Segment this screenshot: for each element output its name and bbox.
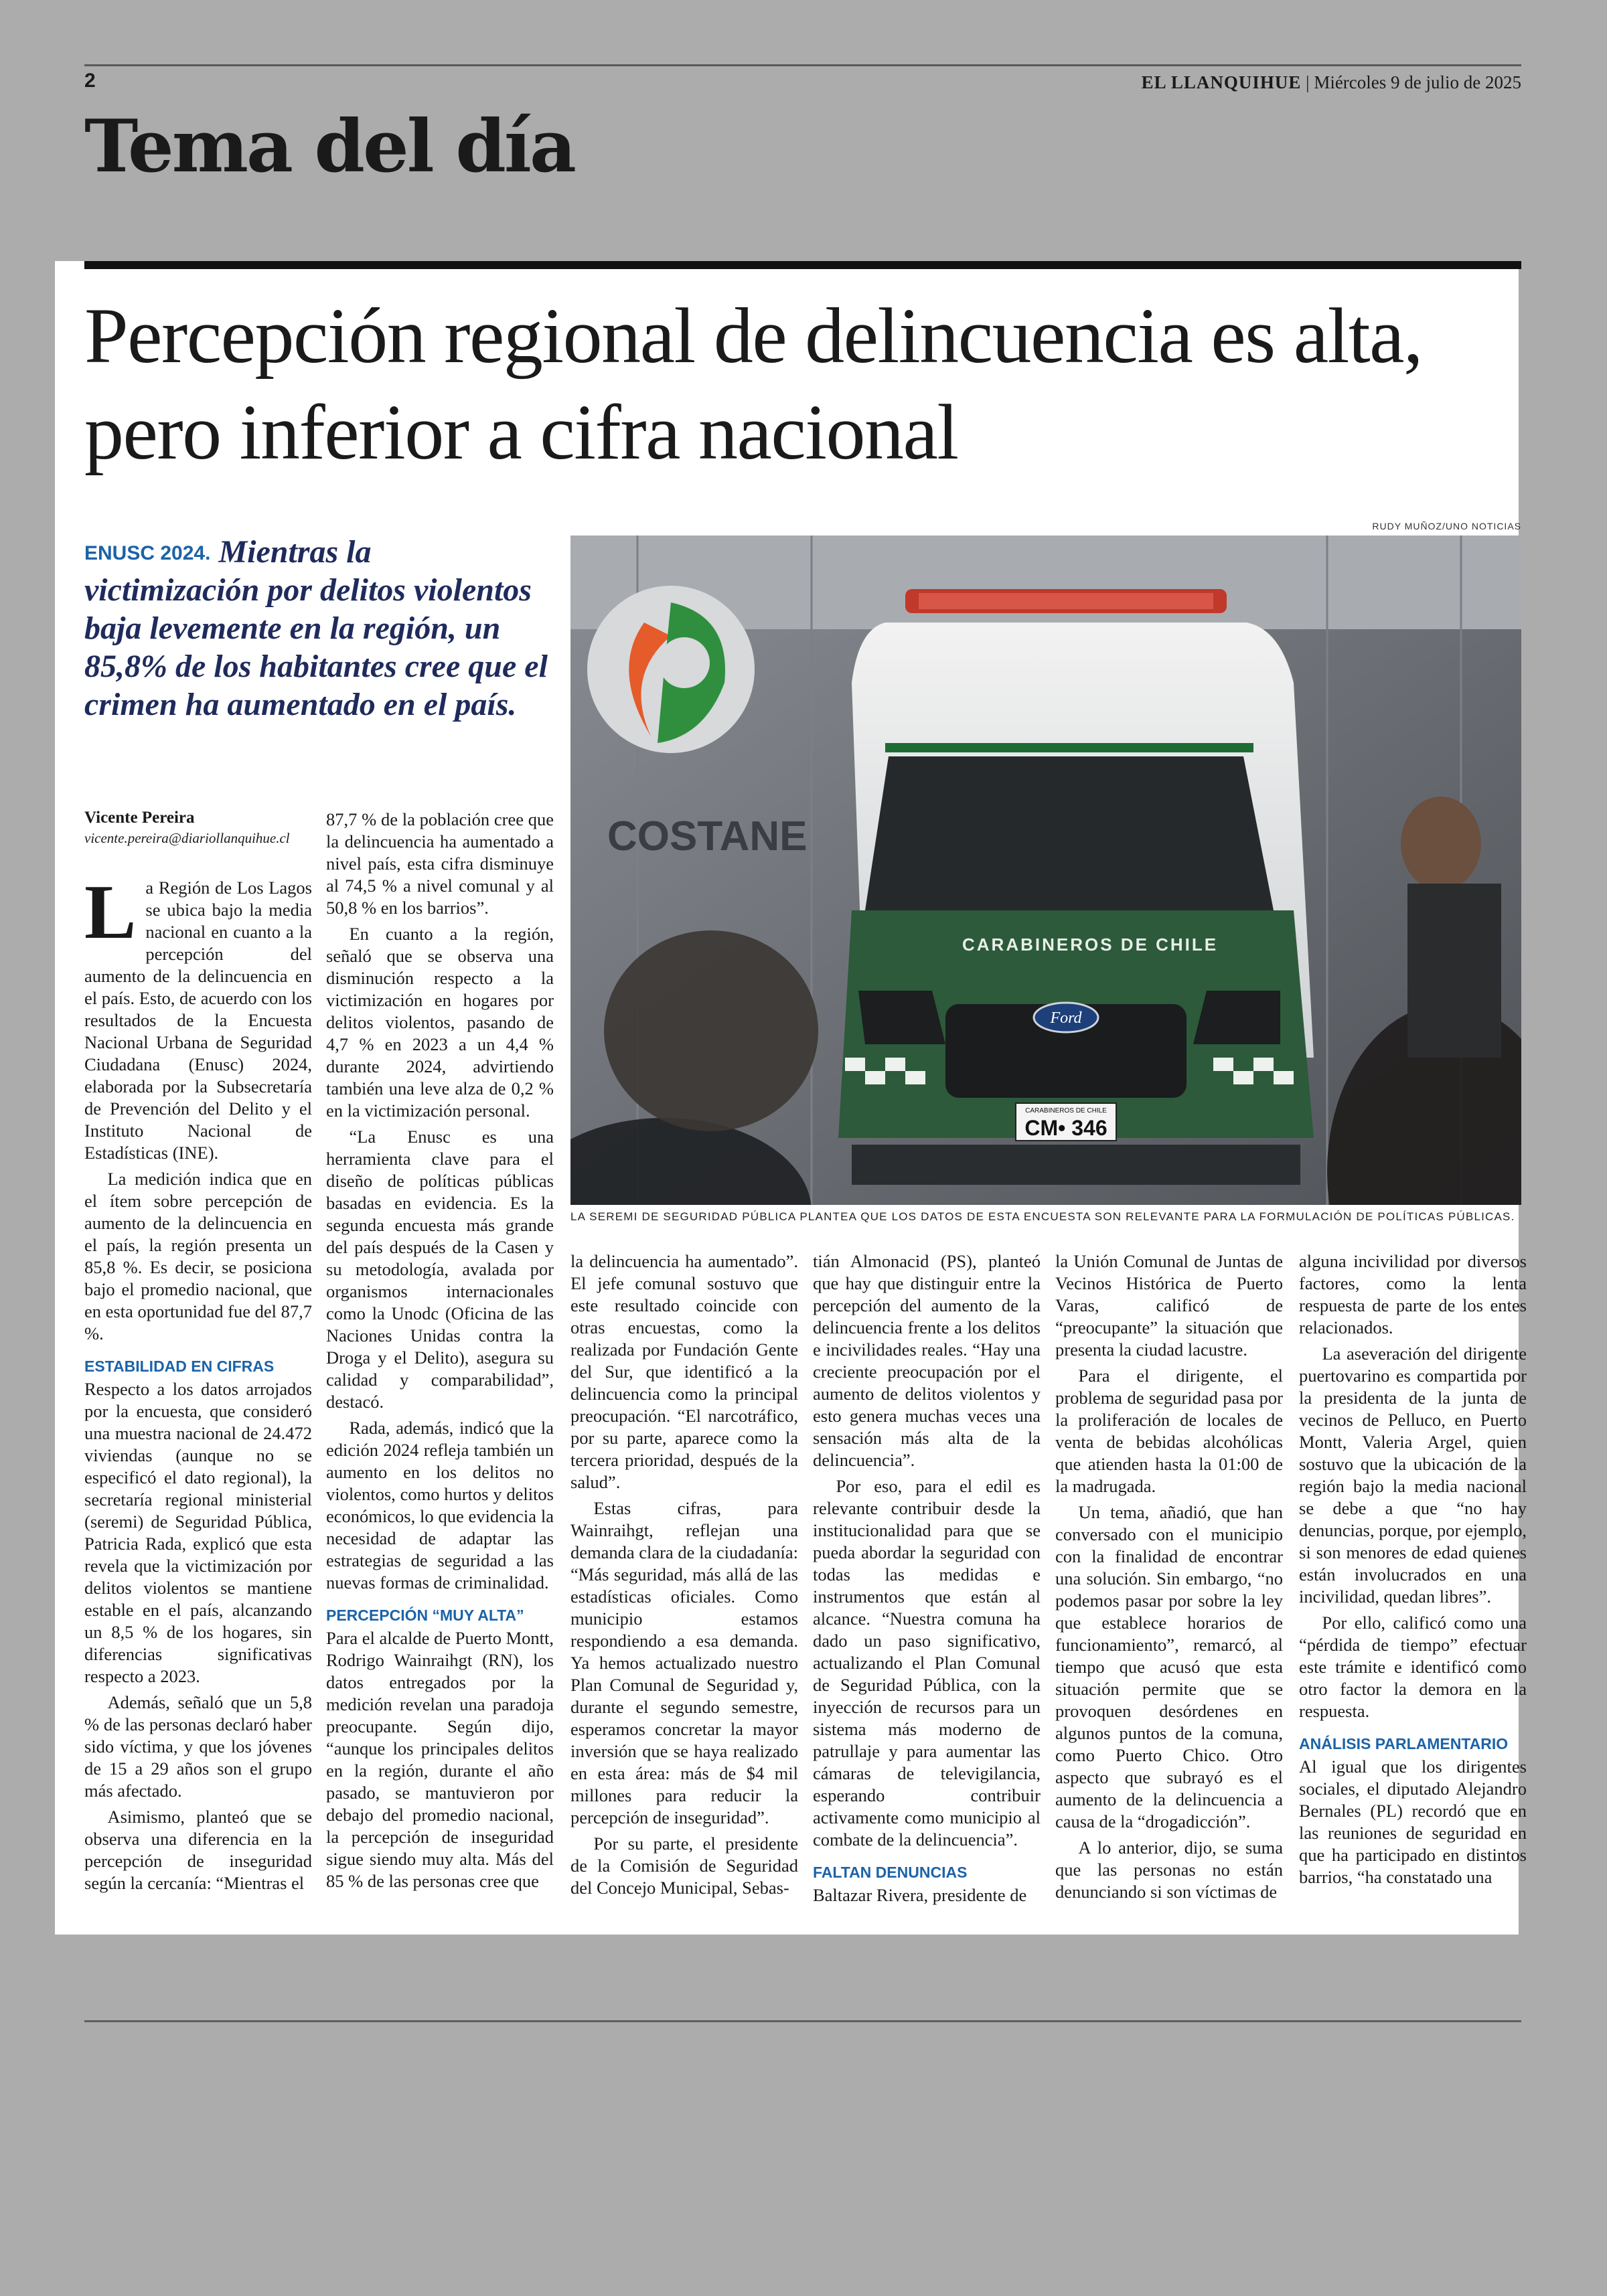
byline	[84, 809, 325, 847]
paragraph: Para el alcalde de Puerto Montt, Rodrigo Wainraihgt (RN), los datos entregados por la medición revelan una paradoja preocupante. Según dijo, “aunque los principales delitos en la región, durante el año pasado, se mantuvieron por debajo del promedio nacional, la percepción de inseguridad sigue siendo muy alta. Más del 85 % de las personas cree que	[326, 1628, 554, 1891]
photo-caption: LA SEREMI DE SEGURIDAD PÚBLICA PLANTEA QUE LOS DATOS DE ESTA ENCUESTA SON RELEVANTE PARA LA FORMULACIÓN DE POLÍTICAS PÚBLICAS.	[570, 1210, 1515, 1223]
column-5	[1055, 1250, 1283, 1907]
paragraph: alguna incivilidad por diversos factores, como la lenta respuesta de parte de los entes relacionados.	[1299, 1251, 1527, 1337]
column-4	[813, 1250, 1041, 1910]
paragraph: 87,7 % de la población cree que la delincuencia ha aumentado a nivel país, esta cifra disminuye al 74,5 % a nivel comunal y al 50,8 % en los barrios”.	[326, 809, 554, 918]
brand-text: Ford	[1050, 1009, 1082, 1027]
paragraph: la Unión Comunal de Juntas de Vecinos Histórica de Puerto Varas, calificó de “preocupante” la situación que presenta la ciudad lacustre.	[1055, 1251, 1283, 1360]
paragraph: Baltazar Rivera, presidente de	[813, 1885, 1027, 1905]
column-2	[326, 809, 554, 1896]
author-email: vicente.pereira@diariollanquihue.cl	[84, 830, 290, 846]
top-rule	[84, 64, 1521, 66]
lead-paragraph	[84, 870, 312, 1164]
subhead-analisis: ANÁLISIS PARLAMENTARIO	[1299, 1735, 1509, 1752]
paragraph: Estas cifras, para Wainraihgt, reflejan una demanda clara de la ciudadanía: “Más seguridad, más allá de las estadísticas oficiales. Como municipio estamos respondiendo a esa demanda. Ya hemos actualizado nuestro Plan Comunal de Seguridad y, durante el segundo semestre, esperamos concretar la mayor inversión que se haya realizado en esta área: más de $4 mil millones para reducir la percepción de inseguridad”.	[570, 1498, 798, 1827]
paragraph: La aseveración del dirigente puertovarino es compartida por la presidenta de la junta de vecinos de Pelluco, en Puerto Montt, Valeria Argel, quien sostuvo que la ubicación de la región bajo la media nacional se debe a que “no hay denuncias, porque, por ejemplo, si son menores de edad quienes están involucrados en una incivilidad, quedan libres”.	[1299, 1343, 1527, 1607]
paragraph: Un tema, añadió, que han conversado con el municipio con la finalidad de encontrar una solución. Sin embargo, “no podemos pasar por sobre la ley que establece horarios de funcionamiento”, remarcó, al tiempo que acusó que esta situación permite que se provoquen desórdenes en algunos puntos de la comuna, como Puerto Chico. Otro aspecto que subrayó es el aumento de la delincuencia a causa de la “drogadicción”.	[1055, 1502, 1283, 1831]
paragraph: Por su parte, el presidente de la Comisión de Seguridad del Concejo Municipal, Sebas-	[570, 1833, 798, 1898]
author-name: Vicente Pereira	[84, 809, 195, 827]
deck-text: Mientras la victimización por delitos violentos baja levemente en la región, un 85,8% de los habitantes cree que el crimen ha aumentado en el país.	[84, 534, 548, 722]
paragraph: Rada, además, indicó que la edición 2024 refleja también un aumento en los delitos no violentos, como hurtos y delitos económicos, lo que evidencia la necesidad de adaptar las estrategias de seguridad a las nuevas formas de criminalidad.	[326, 1418, 554, 1592]
column-6	[1299, 1250, 1527, 1892]
paragraph: “La Enusc es una herramienta clave para el diseño de políticas públicas basadas en evidencia. Es la segunda encuesta más grande del país después de la Casen y su metodología, avalada por organismos internacionales como la Unodc (Oficina de las Naciones Unidas contra la Droga y el Delito), asegura su calidad y comparabilidad”, destacó.	[326, 1127, 554, 1412]
masthead-separator: |	[1301, 72, 1314, 92]
paragraph: Para el dirigente, el problema de seguridad pasa por la proliferación de locales de venta de bebidas alcohólicas que atienden hasta la 01:00 de la madrugada.	[1055, 1366, 1283, 1496]
column-1	[84, 870, 312, 1898]
masthead	[1142, 72, 1521, 93]
subhead-percepcion: PERCEPCIÓN “MUY ALTA”	[326, 1607, 524, 1624]
paragraph: A lo anterior, dijo, se suma que las personas no están denunciando si son víctimas de	[1055, 1837, 1283, 1902]
page-top-rule	[84, 261, 1521, 269]
paragraph-text: a Región de Los Lagos se ubica bajo la media nacional en cuanto a la percepción del aumento de la delincuencia en el país. Esto, de acuerdo con los resultados de la Encuesta Nacional Urbana de Seguridad Ciudadana (Enusc) 2024, elaborada por la Subsecretaría de Prevención del Delito y el Instituto Nacional de Estadísticas (INE).	[84, 878, 312, 1163]
masthead-name: EL LLANQUIHUE	[1141, 72, 1302, 92]
paragraph: tián Almonacid (PS), planteó que hay que distinguir entre la percepción del aumento de la delincuencia frente a los delitos e incivilidades reales. “Hay una creciente preocupación por el aumento de delitos violentos y esto genera muchas veces una sensación más alta de la delincuencia”.	[813, 1251, 1041, 1470]
headline: Percepción regional de delincuencia es alta, pero inferior a cifra nacional	[84, 292, 1423, 476]
paragraph: Respecto a los datos arrojados por la encuesta, que consideró una muestra nacional de 24.472 viviendas (aunque no se especificó el dato regional), la secretaría regional ministerial (seremi) de Seguridad Pública, Patricia Rada, explicó que esta revela que la victimización por delitos violentos se mantiene estable en el país, alcanzando un 8,5 % de los hogares, sin diferencias significativas respecto a 2023.	[84, 1379, 312, 1686]
plate-number: CM• 346	[1024, 1116, 1107, 1140]
section-title: Tema del día	[84, 104, 575, 189]
news-photo	[570, 536, 1521, 1205]
photo-illustration	[570, 536, 1521, 1205]
van-label: CARABINEROS DE CHILE	[962, 934, 1219, 955]
paragraph: Al igual que los dirigentes sociales, el diputado Alejandro Bernales (PL) recordó que en las reuniones de seguridad en que ha participado en distintos barrios, “ha constatado una	[1299, 1756, 1527, 1887]
subhead-denuncias: FALTAN DENUNCIAS	[813, 1864, 968, 1881]
paragraph: En cuanto a la región, señaló que se observa una disminución respecto a la victimización en hogares por delitos violentos, pasando de 4,7 % en 2023 a un 4,4 % durante 2024, advirtiendo también una leve alza de 0,2 % en la victimización personal.	[326, 924, 554, 1121]
mall-sign-text: COSTANE	[607, 813, 808, 859]
deck-kicker: ENUSC 2024.	[84, 542, 211, 564]
bottom-rule	[84, 2020, 1521, 2022]
deck	[84, 533, 553, 724]
plate-header: CARABINEROS DE CHILE	[1025, 1107, 1107, 1115]
page-number: 2	[84, 70, 96, 92]
paragraph: Asimismo, planteó que se observa una diferencia en la percepción de inseguridad según la cercanía: “Mientras el	[84, 1807, 312, 1893]
subhead-estabilidad: ESTABILIDAD EN CIFRAS	[84, 1358, 275, 1375]
photo-credit: RUDY MUÑOZ/UNO NOTICIAS	[1372, 521, 1521, 531]
paragraph: Por ello, calificó como una “pérdida de tiempo” efectuar este trámite e identificó como otro factor la demora en la respuesta.	[1299, 1613, 1527, 1721]
masthead-date: Miércoles 9 de julio de 2025	[1314, 72, 1521, 92]
paragraph: La medición indica que en el ítem sobre percepción de aumento de la delincuencia en el país, la región presenta un 85,8 %. Es decir, se posiciona bajo el promedio nacional, que en esta oportunidad fue del 87,7 %.	[84, 1169, 312, 1343]
paragraph: la delincuencia ha aumentado”. El jefe comunal sostuvo que este resultado coincide con otras encuestas, como la realizada por Fundación Gente del Sur, que identificó a la delincuencia como la principal preocupación. “El narcotráfico, por su parte, aparece como la tercera prioridad, después de la salud”.	[570, 1251, 798, 1492]
paragraph: Por eso, para el edil es relevante contribuir desde la institucionalidad para que se pueda abordar la seguridad con todas las medidas e instrumentos que están al alcance. “Nuestra comuna ha dado un paso significativo, actualizando el Plan Comunal de Seguridad Pública, con la inyección de recursos para un sistema más moderno de patrullaje y para aumentar las cámaras de televigilancia, esperando contribuir activamente como municipio al combate de la delincuencia”.	[813, 1476, 1041, 1850]
paragraph: Además, señaló que un 5,8 % de las personas declaró haber sido víctima, y que los jóvenes de 15 a 29 años son el grupo más afectado.	[84, 1692, 312, 1801]
column-3	[570, 1250, 798, 1903]
dropcap: L	[84, 870, 137, 955]
